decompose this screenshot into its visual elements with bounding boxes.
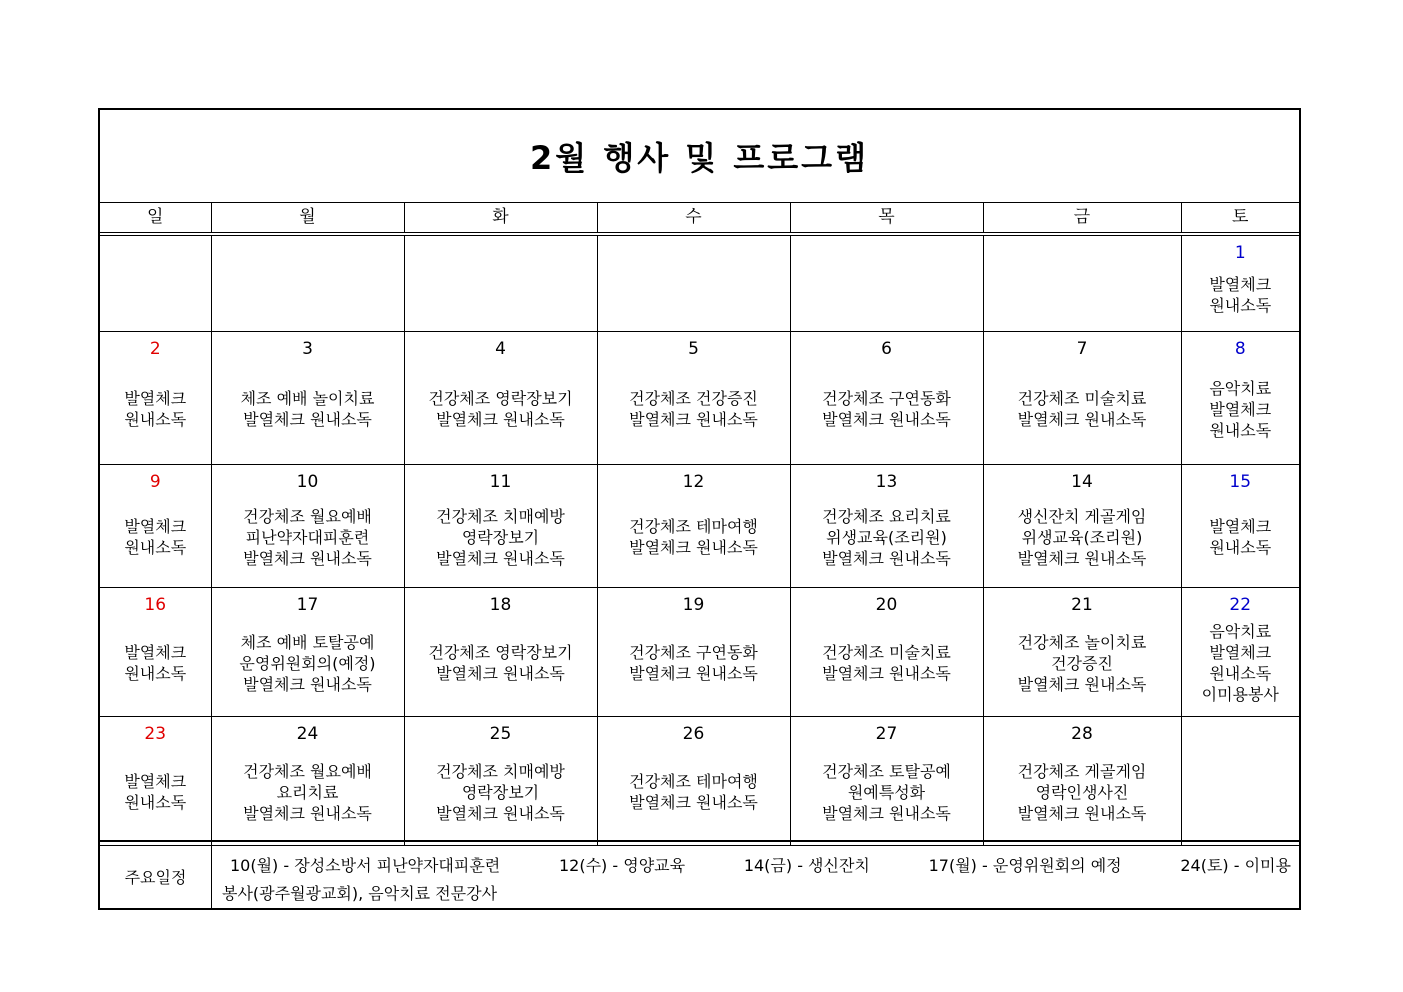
weekday-wed: 수 [597,202,790,234]
day-number: 21 [1071,595,1093,615]
day-cell-content [212,465,404,587]
day-cell-content [100,465,211,587]
event-list [1209,264,1271,331]
event-item: 원예특성화 [847,782,926,802]
event-item: 발열체크 원내소독 [822,548,951,568]
day-cell [983,588,1181,717]
week-row [100,332,1299,465]
day-number: 19 [682,595,705,615]
day-cell-content [1182,332,1300,464]
day-number: 15 [1229,472,1252,492]
event-list [124,360,186,464]
day-cell-content [984,717,1181,845]
day-cell [597,588,790,717]
day-cell-content [598,465,790,587]
event-item: 발열체크 원내소독 [243,548,372,568]
schedule-line [222,852,1291,880]
day-cell-content [405,717,597,845]
day-number: 12 [682,472,705,492]
day-number: 18 [489,595,512,615]
event-item: 발열체크 [1209,643,1272,662]
day-cell [100,234,211,332]
page-title: 2월 행사 및 프로그램 [100,110,1299,203]
day-cell [100,465,211,588]
day-number: 16 [144,595,167,615]
day-cell [790,332,983,465]
event-list [629,360,758,464]
day-cell [1181,717,1299,846]
event-item: 영락인생사진 [1035,782,1129,802]
event-item: 건강체조 월요예배 [243,506,372,526]
event-item: 건강체조 치매예방 [436,506,565,526]
day-cell-content [598,332,790,464]
event-item: 건강체조 건강증진 [629,389,758,408]
day-cell-content [212,332,404,464]
event-list [629,745,758,845]
day-cell [983,332,1181,465]
event-item: 발열체크 원내소독 [436,664,565,683]
day-number: 9 [149,472,161,492]
event-item: 발열체크 [1209,399,1272,419]
event-item: 발열체크 원내소독 [629,538,758,557]
event-item: 발열체크 원내소독 [436,803,565,823]
day-cell [100,717,211,846]
event-item: 발열체크 원내소독 [436,548,565,568]
day-cell-content [212,236,404,331]
day-number: 4 [495,339,506,359]
day-number: 8 [1234,339,1246,359]
event-list [124,745,186,845]
weekday-sun: 일 [100,202,211,234]
event-item: 피난약자대피훈련 [245,527,370,547]
day-cell-content [984,588,1181,716]
event-item: 발열체크 원내소독 [629,664,758,683]
day-cell-content [212,717,404,845]
calendar-sheet [98,108,1301,910]
day-cell-content [212,588,404,716]
weekday-tue: 화 [404,202,597,234]
day-cell-content [1182,236,1300,331]
event-list [629,616,758,716]
event-item: 건강체조 미술치료 [822,643,951,662]
day-cell [211,465,404,588]
schedule-item: 24(토) - 이미용 [1180,856,1291,875]
event-item: 건강체조 미술치료 [1017,389,1147,408]
day-cell [597,465,790,588]
day-cell [597,717,790,846]
event-list [243,493,372,587]
event-item: 발열체크 원내소독 [1017,548,1147,568]
event-item: 위생교육(조리원) [826,527,947,547]
day-cell [983,717,1181,846]
day-cell [1181,234,1299,332]
event-list [822,493,951,587]
event-item: 건강체조 영락장보기 [428,643,573,662]
event-list [124,493,186,587]
day-number: 10 [296,472,319,492]
event-list [822,360,951,464]
event-item: 발열체크 [124,643,187,662]
day-cell [790,234,983,332]
event-item: 건강체조 구연동화 [822,389,951,408]
event-item: 발열체크 원내소독 [1017,674,1147,694]
event-item: 발열체크 원내소독 [243,674,372,694]
event-item: 원내소독 [1209,538,1272,557]
event-item: 발열체크 원내소독 [243,803,372,823]
day-cell-content [791,465,983,587]
day-number: 17 [296,595,319,615]
day-number: 1 [1234,243,1246,263]
event-item: 발열체크 원내소독 [629,410,758,429]
event-item: 이미용봉사 [1201,685,1279,704]
day-number: 6 [881,339,892,359]
day-cell [211,717,404,846]
day-number: 13 [875,472,898,492]
event-item: 발열체크 [1209,517,1272,536]
event-item: 발열체크 [1209,274,1272,294]
event-item: 발열체크 원내소독 [436,410,565,429]
event-item: 건강체조 요리치료 [822,506,951,526]
event-item: 발열체크 원내소독 [822,664,951,683]
day-number: 20 [875,595,898,615]
event-list [436,745,565,845]
schedule-continuation: 봉사(광주월광교회), 음악치료 전문강사 [222,884,498,903]
event-item: 발열체크 [124,772,187,791]
day-cell-content [1182,588,1300,716]
day-cell [1181,465,1299,588]
event-item: 건강체조 구연동화 [629,643,758,662]
day-cell [404,332,597,465]
day-cell-content [100,588,211,716]
day-cell [790,717,983,846]
event-item: 발열체크 원내소독 [822,410,951,429]
day-cell [100,588,211,717]
day-number: 28 [1071,724,1093,744]
day-cell-content [1182,717,1300,845]
event-list [243,745,372,845]
weekday-sat: 토 [1181,202,1299,234]
day-cell [790,465,983,588]
day-number: 14 [1071,472,1093,492]
event-list [436,493,565,587]
day-number: 26 [682,724,705,744]
event-list [822,745,951,845]
schedule-item: 17(월) - 운영위원회의 예정 [928,856,1122,875]
day-cell-content [405,236,597,331]
event-list [428,360,572,464]
week-row [100,465,1299,588]
event-item: 체조 예배 놀이치료 [240,389,375,408]
event-list [1209,360,1271,464]
event-list [822,616,951,716]
event-item: 음악치료 [1209,378,1272,398]
day-cell [1181,332,1299,465]
day-cell-content [405,588,597,716]
day-number: 5 [688,339,699,359]
event-item: 건강체조 토탈공예 [822,761,951,781]
event-list [1018,616,1147,716]
weekday-header-row [100,202,1299,234]
event-item: 발열체크 [124,389,187,408]
day-cell [404,234,597,332]
day-number: 27 [875,724,898,744]
event-item: 영락장보기 [461,782,540,802]
day-cell-content [100,717,211,845]
day-cell-content [984,236,1181,331]
event-item: 위생교육(조리원) [1021,527,1143,547]
event-item: 원내소독 [124,664,187,683]
schedule-item: 10(월) - 장성소방서 피난약자대피훈련 [230,856,501,875]
event-item: 체조 예배 토탈공예 [240,632,375,652]
week-row [100,588,1299,717]
event-list [1018,745,1147,845]
event-item: 발열체크 [124,517,187,536]
day-number: 24 [296,724,319,744]
day-cell-content [791,588,983,716]
event-item: 건강체조 테마여행 [629,772,758,791]
event-item: 원내소독 [1209,664,1272,683]
day-number: 23 [144,724,167,744]
day-cell-content [598,588,790,716]
weekday-mon: 월 [211,202,404,234]
day-cell-content [405,465,597,587]
weekday-thu: 목 [790,202,983,234]
day-number: 7 [1076,339,1088,359]
event-item: 건강체조 월요예배 [243,761,372,781]
day-cell [211,588,404,717]
event-item: 요리치료 [276,782,339,802]
event-item: 원내소독 [1209,295,1272,315]
day-number: 22 [1229,595,1252,615]
day-cell [597,332,790,465]
day-cell-content [791,332,983,464]
event-item: 건강체조 테마여행 [629,517,758,536]
schedule-item: 12(수) - 영양교육 [559,856,686,875]
day-cell [597,234,790,332]
event-item: 건강체조 치매예방 [436,761,565,781]
event-item: 원내소독 [124,793,187,812]
day-cell [404,465,597,588]
event-item: 발열체크 원내소독 [629,793,758,812]
day-cell-content [100,332,211,464]
schedule-text [212,842,1299,910]
day-cell [790,588,983,717]
schedule-label: 주요일정 [100,842,212,910]
event-item: 발열체크 원내소독 [1017,410,1147,429]
day-number: 25 [489,724,512,744]
day-cell [211,332,404,465]
event-item: 발열체크 원내소독 [822,803,951,823]
event-item: 생신잔치 게골게임 [1017,506,1147,526]
day-cell-content [791,236,983,331]
event-item: 건강증진 [1051,653,1113,673]
schedule-item: 14(금) - 생신잔치 [743,856,870,875]
event-list [1018,493,1147,587]
day-cell [211,234,404,332]
event-list [241,360,375,464]
week-row [100,234,1299,332]
event-list [239,616,375,716]
day-cell [1181,588,1299,717]
event-item: 발열체크 원내소독 [1017,803,1147,823]
schedule-footer [100,840,1299,910]
day-cell [983,465,1181,588]
event-item: 건강체조 놀이치료 [1017,632,1147,652]
day-number: 2 [149,339,161,359]
day-cell-content [1182,465,1300,587]
event-item: 원내소독 [1209,420,1272,440]
event-list [1202,616,1279,716]
event-item: 원내소독 [124,410,187,429]
day-cell-content [984,332,1181,464]
day-cell-content [791,717,983,845]
day-cell [404,588,597,717]
event-list [1209,493,1271,587]
event-list [1018,360,1147,464]
calendar-body [100,234,1299,846]
day-cell [983,234,1181,332]
day-cell [100,332,211,465]
weekday-fri: 금 [983,202,1181,234]
calendar-table [100,202,1299,846]
event-list [629,493,758,587]
event-item: 건강체조 영락장보기 [428,389,573,408]
day-cell-content [598,717,790,845]
event-list [428,616,572,716]
event-list [124,616,186,716]
event-item: 발열체크 원내소독 [243,410,372,429]
day-cell-content [405,332,597,464]
day-number: 3 [302,339,313,359]
event-item: 음악치료 [1209,622,1272,641]
event-item: 운영위원회의(예정) [239,653,376,673]
day-cell-content [598,236,790,331]
day-cell [404,717,597,846]
event-item: 원내소독 [124,538,187,557]
event-item: 건강체조 게골게임 [1017,761,1147,781]
event-item: 영락장보기 [461,527,540,547]
day-cell-content [100,236,211,331]
day-cell-content [984,465,1181,587]
day-number: 11 [489,472,512,492]
week-row [100,717,1299,846]
